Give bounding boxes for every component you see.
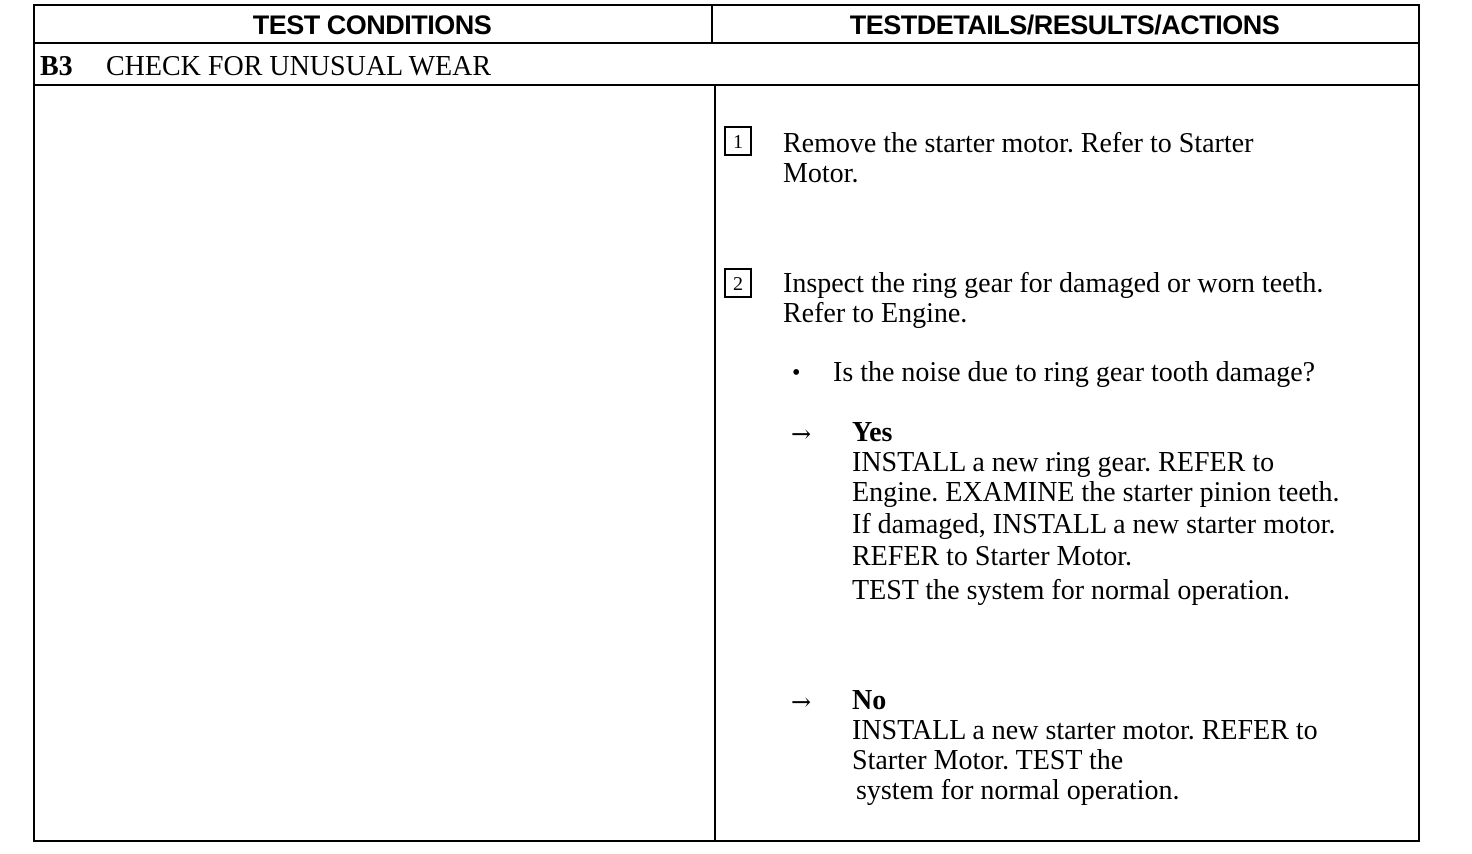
no-action-line: INSTALL a new starter motor. REFER to — [852, 715, 1318, 746]
step-2-line: Refer to Engine. — [783, 298, 968, 329]
no-label: No — [852, 685, 887, 716]
section-code: B3 — [40, 51, 73, 82]
section-title: CHECK FOR UNUSUAL WEAR — [106, 51, 492, 82]
step-1-line: Remove the starter motor. Refer to Starter — [783, 128, 1254, 159]
no-action-line: Starter Motor. TEST the — [852, 745, 1124, 776]
yes-label: Yes — [852, 417, 893, 448]
header-test-conditions: TEST CONDITIONS — [252, 10, 492, 40]
test-conditions-cell — [35, 86, 713, 838]
step-1-text — [783, 129, 1253, 189]
question-text: Is the noise due to ring gear tooth damage? — [833, 357, 1316, 388]
yes-action-line: Engine. EXAMINE the starter pinion teeth. — [852, 477, 1340, 508]
no-arrow-icon: → — [791, 688, 812, 716]
question-bullet: • — [792, 360, 801, 386]
step-2-number-box: 2 — [724, 268, 752, 298]
step-2-line: Inspect the ring gear for damaged or worn teeth. — [783, 268, 1324, 299]
body-column-divider — [714, 84, 716, 840]
yes-action-line: TEST the system for normal operation. — [852, 575, 1291, 606]
section-heading — [40, 48, 491, 86]
header-test-details: TESTDETAILS/RESULTS/ACTIONS — [849, 10, 1280, 40]
diagnostic-table — [33, 4, 1418, 840]
no-action-line: system for normal operation. — [856, 775, 1180, 806]
yes-answer — [852, 418, 1340, 606]
step-1-line: Motor. — [783, 158, 859, 189]
yes-action-line: If damaged, INSTALL a new starter motor. — [852, 509, 1336, 540]
yes-action-line: INSTALL a new ring gear. REFER to — [852, 447, 1275, 478]
no-answer — [852, 686, 1318, 806]
step-2-text — [783, 269, 1323, 329]
yes-action-line: REFER to Starter Motor. — [852, 541, 1132, 572]
yes-arrow-icon: → — [791, 420, 812, 448]
step-1-number-box: 1 — [724, 126, 752, 156]
